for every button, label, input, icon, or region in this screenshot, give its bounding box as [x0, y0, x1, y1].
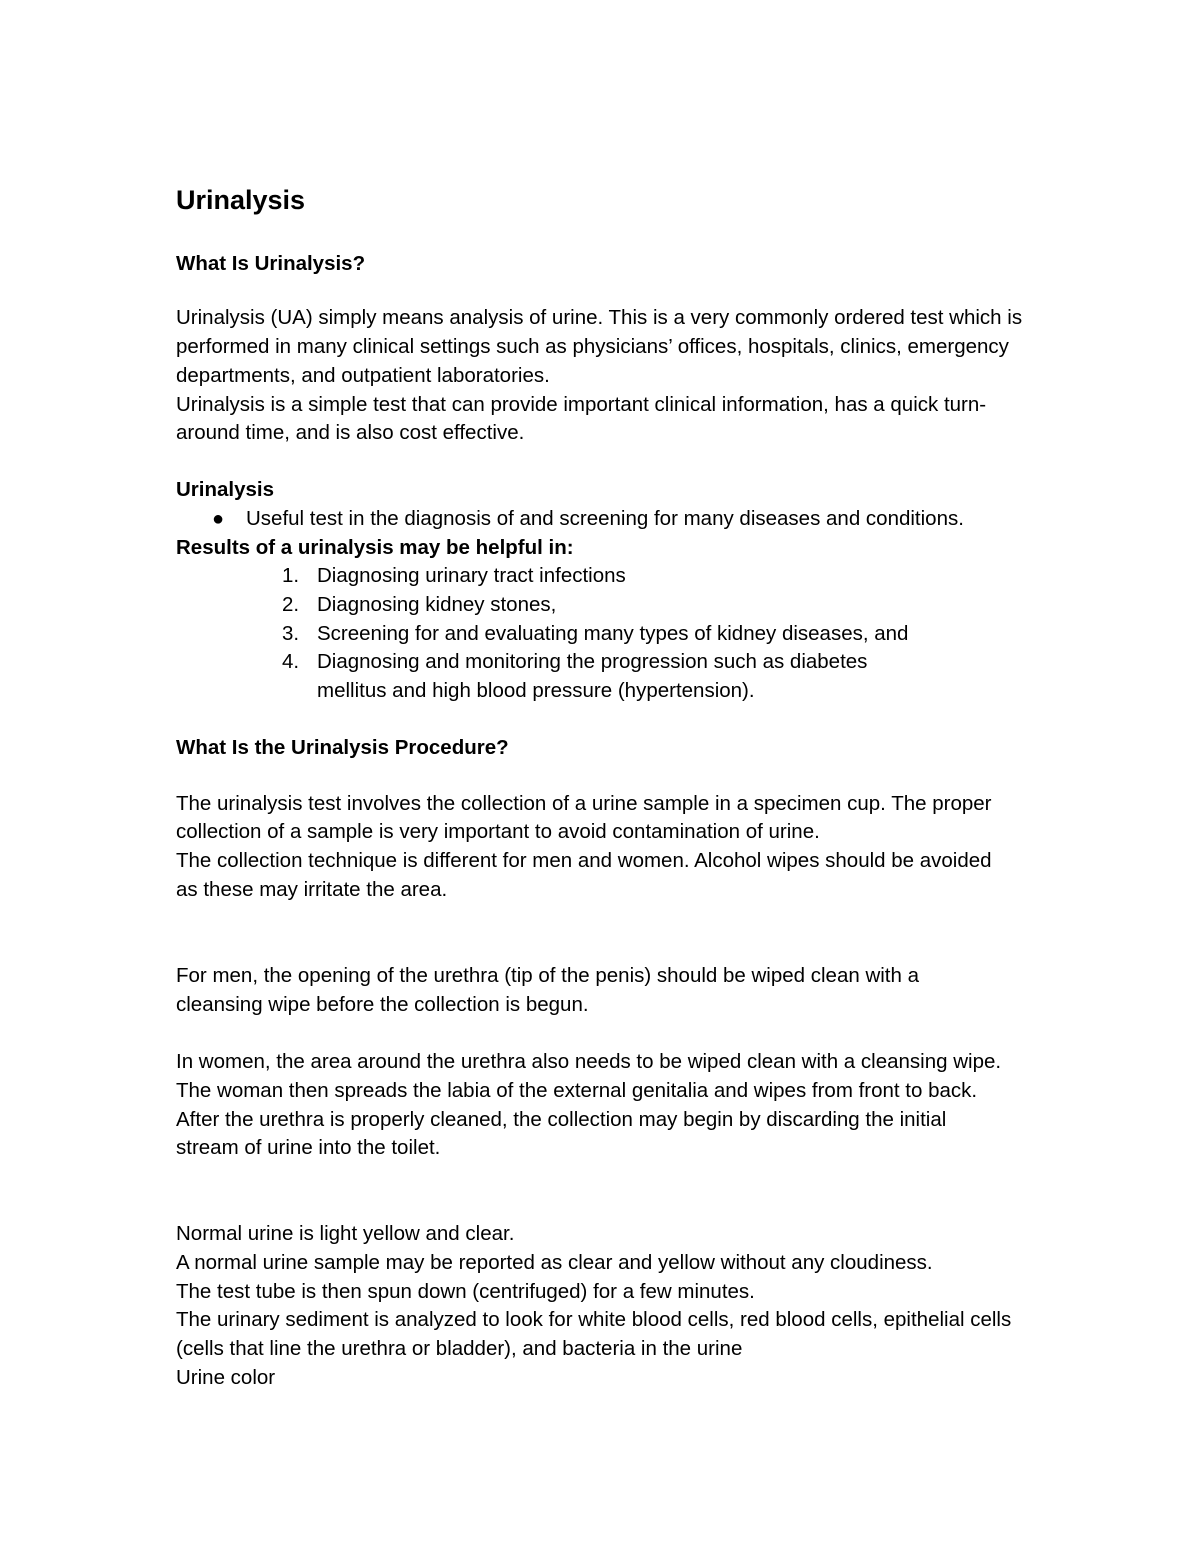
procedure-p3-line-1: In women, the area around the urethra also needs to be wiped clean with a cleansing wipe.	[176, 1050, 1002, 1073]
list-item-3: Screening for and evaluating many types of kidney diseases, and	[317, 622, 909, 645]
procedure-p1-line-4: as these may irritate the area.	[176, 878, 448, 901]
procedure-p4-line-5: (cells that line the urethra or bladder), and bacteria in the urine	[176, 1337, 743, 1360]
what-is-line-4: Urinalysis is a simple test that can provide important clinical information, has a quick turn-	[176, 393, 987, 416]
bullet-text: Useful test in the diagnosis of and screening for many diseases and conditions.	[246, 507, 964, 530]
procedure-p3-line-2: The woman then spreads the labia of the external genitalia and wipes from front to back.	[176, 1079, 978, 1102]
procedure-p2-line-2: cleansing wipe before the collection is begun.	[176, 993, 589, 1016]
procedure-p4-line-2: A normal urine sample may be reported as clear and yellow without any cloudiness.	[176, 1251, 933, 1274]
what-is-line-1: Urinalysis (UA) simply means analysis of urine. This is a very commonly ordered test which is	[176, 306, 1023, 329]
procedure-p2-line-1: For men, the opening of the urethra (tip of the penis) should be wiped clean with a	[176, 964, 920, 987]
list-number-2: 2.	[282, 593, 300, 616]
list-item-1: Diagnosing urinary tract infections	[317, 564, 626, 587]
list-number-3: 3.	[282, 622, 300, 645]
procedure-p1-line-1: The urinalysis test involves the collection of a urine sample in a specimen cup. The proper	[176, 792, 992, 815]
what-is-line-3: departments, and outpatient laboratories.	[176, 364, 550, 387]
what-is-line-2: performed in many clinical settings such as physicians’ offices, hospitals, clinics, emergency	[176, 335, 1009, 358]
heading-results: Results of a urinalysis may be helpful in:	[176, 536, 574, 559]
what-is-line-5: around time, and is also cost effective.	[176, 421, 525, 444]
procedure-p4-line-1: Normal urine is light yellow and clear.	[176, 1222, 515, 1245]
list-number-1: 1.	[282, 564, 300, 587]
list-item-4-line-2: mellitus and high blood pressure (hypertension).	[317, 679, 755, 702]
procedure-p3-line-4: stream of urine into the toilet.	[176, 1136, 441, 1159]
procedure-p4-line-3: The test tube is then spun down (centrifuged) for a few minutes.	[176, 1280, 755, 1303]
heading-urinalysis: Urinalysis	[176, 478, 274, 501]
procedure-p3-line-3: After the urethra is properly cleaned, the collection may begin by discarding the initial	[176, 1108, 947, 1131]
list-item-4-line-1: Diagnosing and monitoring the progression such as diabetes	[317, 650, 868, 673]
procedure-p4-line-4: The urinary sediment is analyzed to look for white blood cells, red blood cells, epithelial cells	[176, 1308, 1012, 1331]
heading-what-is-urinalysis: What Is Urinalysis?	[176, 252, 366, 275]
bullet-icon: ●	[212, 508, 225, 530]
procedure-p1-line-3: The collection technique is different for men and women. Alcohol wipes should be avoided	[176, 849, 992, 872]
document-title: Urinalysis	[176, 185, 306, 215]
list-number-4: 4.	[282, 650, 300, 673]
procedure-p4-line-6: Urine color	[176, 1366, 276, 1389]
heading-procedure: What Is the Urinalysis Procedure?	[176, 736, 509, 759]
procedure-p1-line-2: collection of a sample is very important to avoid contamination of urine.	[176, 820, 820, 843]
list-item-2: Diagnosing kidney stones,	[317, 593, 557, 616]
